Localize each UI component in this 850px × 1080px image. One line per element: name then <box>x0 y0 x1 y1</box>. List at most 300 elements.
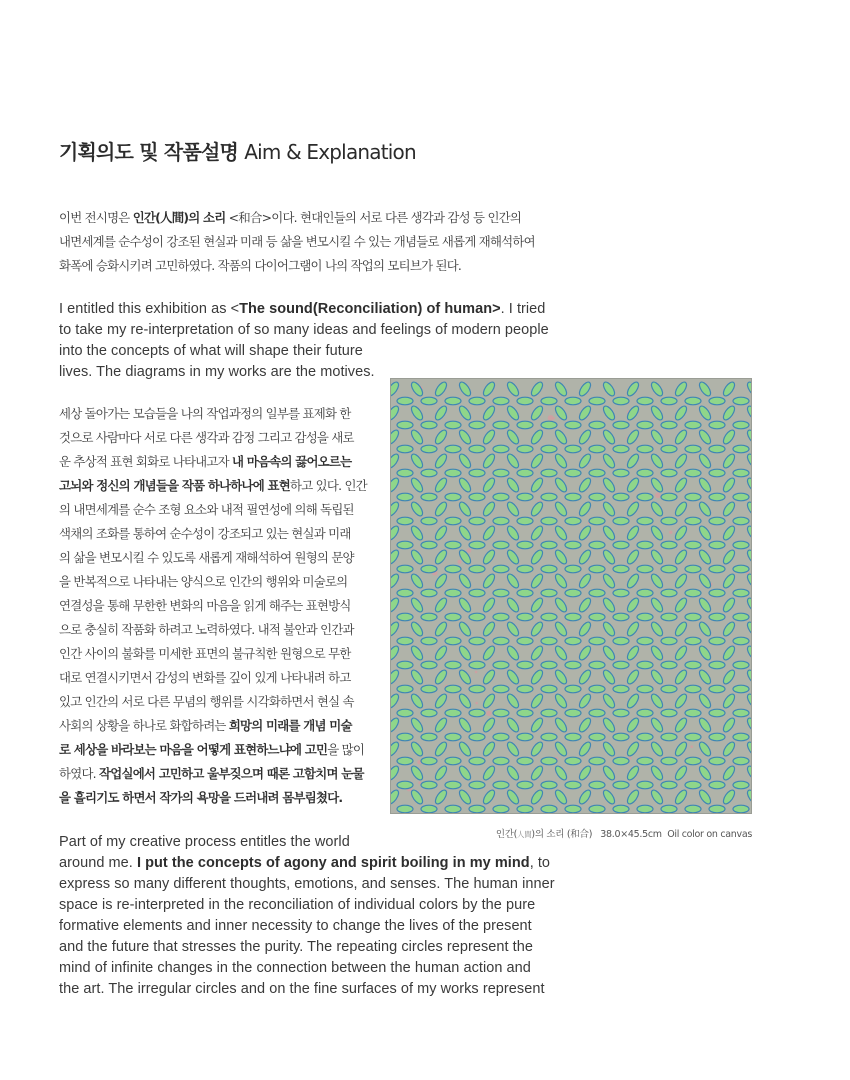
painting-oval <box>541 493 557 501</box>
painting-oval <box>685 541 701 549</box>
text-line: 색채의 조화를 통하여 순수성이 강조되고 있는 현실과 미래 <box>59 526 351 541</box>
painting-oval <box>613 493 629 501</box>
painting-oval <box>469 733 485 741</box>
painting-oval <box>517 421 533 429</box>
painting-oval <box>493 517 509 525</box>
painting-oval <box>637 517 653 525</box>
text-line: 인간 사이의 불화를 미세한 표면의 불규칙한 원형으로 무한 <box>59 646 351 661</box>
painting-oval <box>397 421 413 429</box>
painting-oval <box>493 541 509 549</box>
painting-oval <box>445 757 461 765</box>
painting-oval <box>613 445 629 453</box>
painting-oval <box>493 397 509 405</box>
painting-oval <box>517 781 533 789</box>
painting-oval <box>541 589 557 597</box>
painting-oval <box>565 781 581 789</box>
text-line: formative elements and inner necessity to change the lives of the present <box>59 918 532 934</box>
text-line: to take my re-interpretation of so many ideas and feelings of modern people <box>59 322 549 338</box>
heading-korean: 기획의도 및 작품설명 <box>59 140 239 164</box>
painting-oval <box>637 613 653 621</box>
painting-oval <box>733 445 749 453</box>
painting-oval <box>637 637 653 645</box>
painting-oval <box>613 661 629 669</box>
painting-oval <box>685 517 701 525</box>
painting-oval <box>517 733 533 741</box>
painting-oval <box>661 637 677 645</box>
painting-oval <box>445 517 461 525</box>
painting-oval <box>517 541 533 549</box>
painting-oval <box>685 757 701 765</box>
painting-oval <box>445 805 461 813</box>
painting-oval <box>589 709 605 717</box>
painting-dot <box>475 671 478 674</box>
painting-oval <box>445 781 461 789</box>
text-line: and the future that stresses the purity. The repeating circles represent the <box>59 939 533 955</box>
intro-korean-paragraph <box>59 206 535 278</box>
painting-oval <box>493 757 509 765</box>
painting-oval <box>661 589 677 597</box>
painting-oval <box>685 421 701 429</box>
painting-oval <box>685 565 701 573</box>
painting-oval <box>517 589 533 597</box>
painting-oval <box>733 733 749 741</box>
painting-oval <box>397 469 413 477</box>
painting-oval <box>421 469 437 477</box>
painting-oval <box>709 781 725 789</box>
painting-oval <box>613 469 629 477</box>
painting-oval <box>421 661 437 669</box>
painting-oval <box>541 709 557 717</box>
painting-oval <box>397 565 413 573</box>
painting-oval <box>589 589 605 597</box>
painting-dot <box>486 711 491 716</box>
painting-oval <box>685 589 701 597</box>
painting-oval <box>661 709 677 717</box>
painting-oval <box>661 661 677 669</box>
painting-oval <box>637 589 653 597</box>
painting-oval <box>637 709 653 717</box>
text-line: around me. I put the concepts of agony and spirit boiling in my mind, to <box>59 855 551 871</box>
painting-oval <box>493 709 509 717</box>
painting-oval <box>589 541 605 549</box>
heading-english: Aim & Explanation <box>244 140 416 164</box>
painting-oval <box>469 469 485 477</box>
painting-oval <box>565 637 581 645</box>
painting-oval <box>565 613 581 621</box>
painting-oval <box>469 565 485 573</box>
painting-oval <box>517 445 533 453</box>
painting-dot <box>669 531 672 534</box>
painting-oval <box>445 541 461 549</box>
text-line: I entitled this exhibition as <The sound(Reconciliation) of human>. I tried <box>59 301 546 317</box>
painting-oval <box>613 709 629 717</box>
painting-oval <box>565 397 581 405</box>
painting-oval <box>709 493 725 501</box>
painting-oval <box>637 565 653 573</box>
painting-oval <box>709 397 725 405</box>
painting-oval <box>397 685 413 693</box>
painting-oval <box>517 757 533 765</box>
painting-dot <box>467 548 472 553</box>
painting-oval <box>637 493 653 501</box>
painting-oval <box>493 733 509 741</box>
text-line: 고뇌와 정신의 개념들을 작품 하나하나에 표현하고 있다. 인간 <box>59 478 367 493</box>
painting-oval <box>709 589 725 597</box>
painting-oval <box>637 781 653 789</box>
painting-oval <box>685 709 701 717</box>
painting-oval <box>661 781 677 789</box>
painting-oval <box>541 517 557 525</box>
painting-oval <box>709 805 725 813</box>
painting-oval <box>445 589 461 597</box>
painting-oval <box>661 685 677 693</box>
painting-oval <box>397 397 413 405</box>
painting-oval <box>541 661 557 669</box>
painting-oval <box>733 661 749 669</box>
painting-oval <box>397 517 413 525</box>
painting-oval <box>661 733 677 741</box>
painting-dot <box>457 560 461 564</box>
painting-oval <box>469 613 485 621</box>
painting-oval <box>685 637 701 645</box>
painting-oval <box>421 637 437 645</box>
painting-oval <box>517 637 533 645</box>
painting-oval <box>613 637 629 645</box>
painting-oval <box>685 445 701 453</box>
painting-oval <box>661 421 677 429</box>
painting-oval <box>709 469 725 477</box>
text-line: 이번 전시명은 인간(人間)의 소리 <和合>이다. 현대인들의 서로 다른 생각과 감성 등 인간의 <box>59 210 522 225</box>
painting-oval <box>589 757 605 765</box>
text-line: into the concepts of what will shape their future <box>59 343 363 359</box>
text-line: 운 추상적 표현 회화로 나타내고자 내 마음속의 끓어오르는 <box>59 454 352 469</box>
painting-oval <box>709 757 725 765</box>
painting-oval <box>421 685 437 693</box>
text-line: 화폭에 승화시키려 고민하였다. 작품의 다이어그램이 나의 작업의 모티브가 된다. <box>59 258 462 273</box>
painting-oval <box>733 781 749 789</box>
painting-oval <box>565 469 581 477</box>
text-line: space is re-interpreted in the reconciliation of individual colors by the pure <box>59 897 536 913</box>
painting-oval <box>469 637 485 645</box>
body-english-paragraph <box>59 832 555 1000</box>
painting-oval <box>469 685 485 693</box>
painting-oval <box>733 637 749 645</box>
painting-oval <box>637 757 653 765</box>
painting-oval <box>613 517 629 525</box>
painting-oval <box>733 517 749 525</box>
painting-oval <box>469 709 485 717</box>
painting-oval <box>613 733 629 741</box>
painting-dot <box>690 745 693 748</box>
painting-oval <box>445 733 461 741</box>
painting-oval <box>709 541 725 549</box>
painting-oval <box>421 733 437 741</box>
painting-oval <box>613 757 629 765</box>
painting-oval <box>469 541 485 549</box>
painting-oval <box>397 637 413 645</box>
painting-oval <box>421 541 437 549</box>
painting-oval <box>397 757 413 765</box>
painting-oval <box>637 733 653 741</box>
painting-oval <box>685 733 701 741</box>
painting-oval <box>565 493 581 501</box>
painting-oval <box>397 709 413 717</box>
painting-oval <box>589 661 605 669</box>
text-line: 대로 연결시키면서 감성의 변화를 깊이 있게 나타내려 하고 <box>59 670 351 685</box>
painting-oval <box>709 685 725 693</box>
painting-oval <box>589 445 605 453</box>
painting-oval <box>517 565 533 573</box>
painting-oval <box>469 445 485 453</box>
text-line: the art. The irregular circles and on the fine surfaces of my works represent <box>59 981 545 997</box>
painting-oval <box>541 541 557 549</box>
painting-oval <box>517 805 533 813</box>
painting-oval <box>589 637 605 645</box>
painting-oval <box>397 541 413 549</box>
text-line: 의 삶을 변모시킬 수 있도록 새롭게 재해석하여 원형의 문양 <box>59 550 354 565</box>
text-line: express so many different thoughts, emotions, and senses. The human inner <box>59 876 555 892</box>
painting-oval <box>733 397 749 405</box>
painting-oval <box>589 421 605 429</box>
artwork-medium: Oil color on canvas <box>667 829 752 840</box>
painting-oval <box>661 613 677 621</box>
painting-oval <box>565 565 581 573</box>
page-heading <box>59 136 416 165</box>
painting-oval <box>613 589 629 597</box>
painting-oval <box>637 541 653 549</box>
text-line: Part of my creative process entitles the world <box>59 834 350 850</box>
painting-oval <box>493 445 509 453</box>
painting-oval <box>397 613 413 621</box>
painting-oval <box>541 445 557 453</box>
text-line: 있고 인간의 서로 다른 무념의 행위를 시각화하면서 현실 속 <box>59 694 354 709</box>
painting-oval <box>733 541 749 549</box>
painting-oval <box>685 397 701 405</box>
painting-oval <box>493 493 509 501</box>
painting-oval <box>709 517 725 525</box>
painting-oval <box>517 517 533 525</box>
painting-oval <box>445 445 461 453</box>
artwork-painting <box>390 378 752 814</box>
painting-oval <box>397 661 413 669</box>
painting-oval <box>565 445 581 453</box>
painting-oval <box>565 589 581 597</box>
painting-oval <box>709 613 725 621</box>
painting-oval <box>469 757 485 765</box>
painting-oval <box>661 565 677 573</box>
painting-oval <box>613 565 629 573</box>
text-line: 사회의 상황을 하나로 화합하려는 희망의 미래를 개념 미술 <box>59 718 352 733</box>
painting-oval <box>637 661 653 669</box>
painting-oval <box>685 469 701 477</box>
painting-oval <box>517 493 533 501</box>
painting-oval <box>589 493 605 501</box>
painting-oval <box>589 733 605 741</box>
text-line: mind of infinite changes in the connection between the human action and <box>59 960 531 976</box>
intro-english-paragraph <box>59 299 549 383</box>
text-line: 것으로 사람마다 서로 다른 생각과 감정 그리고 감성을 새로 <box>59 430 354 445</box>
painting-oval <box>661 493 677 501</box>
painting-oval <box>421 781 437 789</box>
painting-oval <box>733 757 749 765</box>
text-line: 의 내면세계를 순수 조형 요소와 내적 필연성에 의해 독립된 <box>59 502 354 517</box>
painting-oval <box>445 469 461 477</box>
painting-oval <box>421 709 437 717</box>
painting-oval <box>613 397 629 405</box>
painting-dot <box>629 757 632 760</box>
painting-oval <box>733 589 749 597</box>
painting-oval <box>709 733 725 741</box>
text-line: 세상 돌아가는 모습들을 나의 작업과정의 일부를 표제화 한 <box>59 406 351 421</box>
painting-oval <box>733 493 749 501</box>
body-korean-paragraph <box>59 402 367 810</box>
painting-oval <box>661 541 677 549</box>
painting-oval <box>421 805 437 813</box>
painting-oval <box>397 805 413 813</box>
painting-oval <box>397 493 413 501</box>
painting-oval <box>709 637 725 645</box>
painting-oval <box>421 493 437 501</box>
painting-oval <box>565 757 581 765</box>
painting-oval <box>589 469 605 477</box>
painting-oval <box>637 685 653 693</box>
text-line: 으로 충실히 작품화 하려고 노력하였다. 내적 불안과 인간과 <box>59 622 354 637</box>
painting-oval <box>493 661 509 669</box>
painting-oval <box>733 709 749 717</box>
painting-oval <box>685 661 701 669</box>
painting-oval <box>541 733 557 741</box>
painting-oval <box>685 613 701 621</box>
painting-oval <box>469 661 485 669</box>
painting-oval <box>517 469 533 477</box>
painting-oval <box>469 517 485 525</box>
painting-oval <box>613 613 629 621</box>
painting-oval <box>517 685 533 693</box>
painting-oval <box>685 685 701 693</box>
painting-oval <box>565 805 581 813</box>
painting-oval <box>493 565 509 573</box>
painting-oval <box>493 421 509 429</box>
painting-oval <box>589 565 605 573</box>
painting-oval <box>589 517 605 525</box>
painting-oval <box>541 685 557 693</box>
painting-oval <box>733 685 749 693</box>
painting-oval <box>709 445 725 453</box>
text-line: 을 흘리기도 하면서 작가의 욕망을 드러내려 몸부림쳤다. <box>59 790 343 805</box>
painting-oval <box>421 397 437 405</box>
painting-oval <box>421 421 437 429</box>
painting-dot <box>655 492 661 498</box>
painting-oval <box>469 397 485 405</box>
painting-oval <box>589 781 605 789</box>
painting-oval <box>445 685 461 693</box>
painting-oval <box>517 397 533 405</box>
painting-oval <box>733 805 749 813</box>
painting-oval <box>637 421 653 429</box>
painting-oval <box>517 709 533 717</box>
painting-oval <box>445 637 461 645</box>
painting-oval <box>493 469 509 477</box>
painting-oval <box>469 421 485 429</box>
painting-oval <box>685 493 701 501</box>
painting-oval <box>421 445 437 453</box>
painting-oval <box>541 781 557 789</box>
painting-oval <box>445 397 461 405</box>
text-line: lives. The diagrams in my works are the motives. <box>59 364 375 380</box>
painting-oval <box>613 781 629 789</box>
painting-oval <box>613 421 629 429</box>
painting-oval <box>661 469 677 477</box>
painting-oval <box>469 589 485 597</box>
painting-oval <box>421 565 437 573</box>
painting-oval <box>565 733 581 741</box>
painting-oval <box>445 421 461 429</box>
painting-dot <box>475 702 478 705</box>
painting-oval <box>613 685 629 693</box>
painting-oval <box>541 613 557 621</box>
painting-oval <box>517 613 533 621</box>
painting-oval <box>565 709 581 717</box>
artwork-caption: 인간(人間)의 소리 (和合) 38.0×45.5cm Oil color on canvas <box>495 829 752 840</box>
painting-oval <box>493 589 509 597</box>
painting-oval <box>613 805 629 813</box>
painting-oval <box>493 613 509 621</box>
painting-oval <box>661 397 677 405</box>
painting-oval <box>469 805 485 813</box>
painting-oval <box>445 613 461 621</box>
painting-oval <box>589 685 605 693</box>
painting-oval <box>565 541 581 549</box>
painting-oval <box>565 517 581 525</box>
painting-oval <box>565 661 581 669</box>
painting-oval <box>469 781 485 789</box>
painting-oval <box>733 469 749 477</box>
painting-oval <box>709 421 725 429</box>
painting-oval <box>733 613 749 621</box>
painting-oval <box>541 397 557 405</box>
painting-oval <box>421 517 437 525</box>
painting-oval <box>493 805 509 813</box>
painting-dot <box>548 415 554 421</box>
painting-oval <box>541 469 557 477</box>
painting-oval <box>685 805 701 813</box>
text-line: 로 세상을 바라보는 마음을 어떻게 표현하느냐에 고민을 많이 <box>59 742 365 757</box>
text-line: 내면세계를 순수성이 강조된 현실과 미래 등 삶을 변모시킬 수 있는 개념들로 새롭게 재해석하여 <box>59 234 535 249</box>
painting-oval <box>661 517 677 525</box>
painting-oval <box>685 781 701 789</box>
painting-oval <box>541 757 557 765</box>
painting-oval <box>613 541 629 549</box>
painting-oval <box>397 589 413 597</box>
painting-oval <box>589 805 605 813</box>
painting-oval <box>445 661 461 669</box>
painting-oval <box>493 685 509 693</box>
painting-oval <box>541 421 557 429</box>
painting-oval <box>661 805 677 813</box>
painting-oval <box>565 421 581 429</box>
painting-oval <box>661 445 677 453</box>
painting-oval <box>709 709 725 717</box>
painting-oval <box>661 757 677 765</box>
painting-oval <box>445 493 461 501</box>
painting-oval <box>709 565 725 573</box>
painting-oval <box>541 637 557 645</box>
painting-oval <box>469 493 485 501</box>
painting-oval <box>541 565 557 573</box>
painting-oval <box>589 397 605 405</box>
painting-pattern <box>391 379 752 814</box>
painting-oval <box>445 709 461 717</box>
